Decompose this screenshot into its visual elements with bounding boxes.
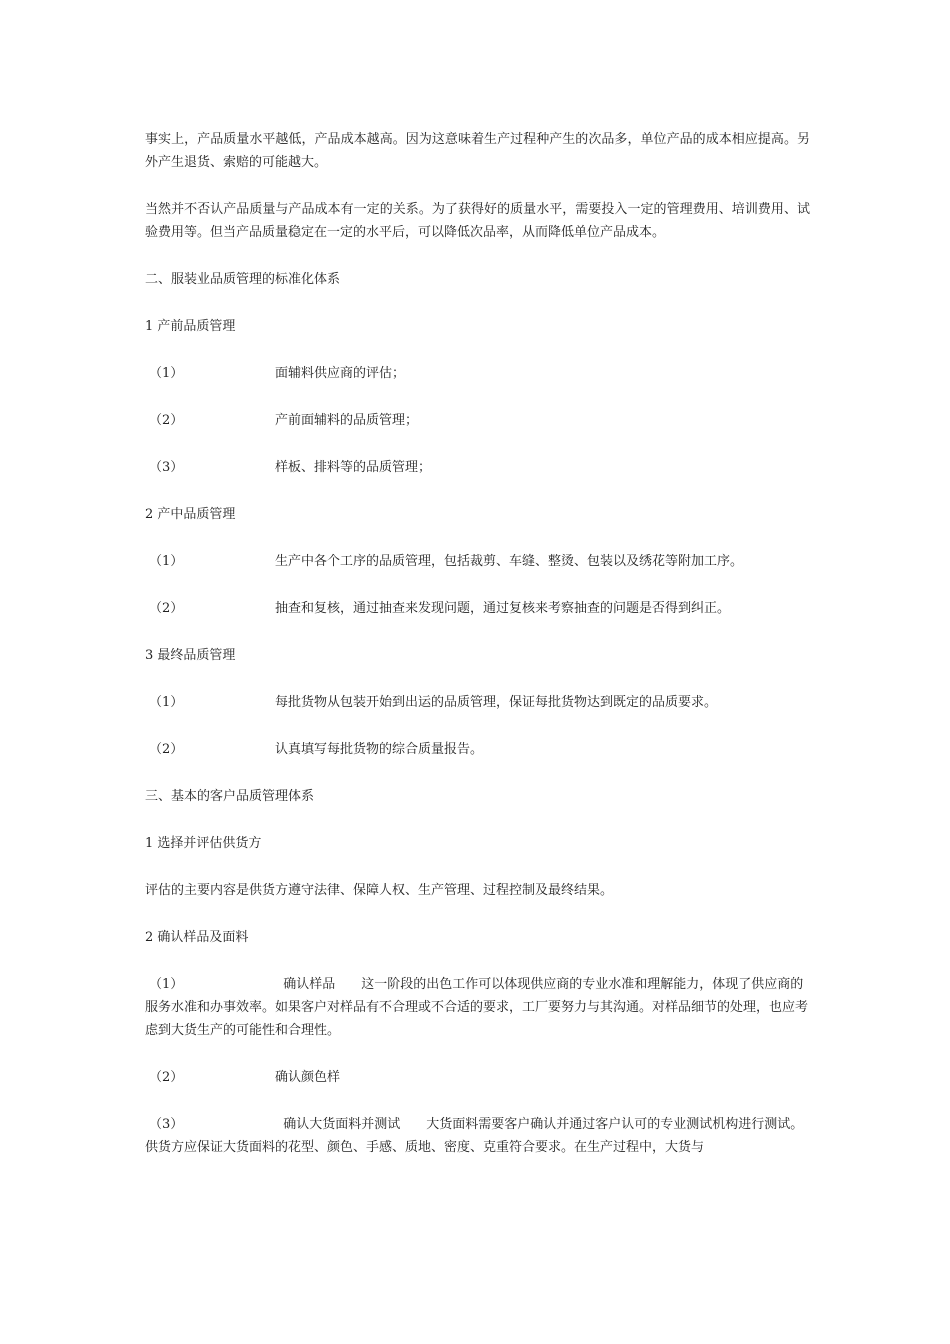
list-item-text: 每批货物从包装开始到出运的品质管理，保证每批货物达到既定的品质要求。	[275, 695, 718, 710]
list-item-number: （1）	[149, 977, 184, 992]
list-item	[145, 1066, 810, 1089]
list-item-text: 这一阶段的出色工作可以体现供应商的专业水准和理解能力，体现了供应商的服务水准和办事效率。如果客户对样品有不合理或不合适的要求，工厂要努力与其沟通。对样品细节的处理，也应考虑到大货生产的可能性和合理性。	[145, 977, 809, 1038]
subsection-heading: 2 产中品质管理	[145, 507, 236, 522]
list-item-text: 面辅料供应商的评估；	[275, 366, 406, 381]
list-item-number: （1）	[149, 695, 184, 710]
list-item	[145, 738, 810, 761]
list-item	[145, 597, 810, 620]
list-item-number: （2）	[149, 413, 184, 428]
paragraph: 事实上，产品质量水平越低，产品成本越高。因为这意味着生产过程种产生的次品多，单位产品的成本相应提高。另外产生退货、索赔的可能越大。	[145, 132, 810, 170]
list-item	[145, 550, 810, 573]
list-item	[145, 409, 810, 432]
subsection-heading: 1 产前品质管理	[145, 319, 236, 334]
list-item-number: （1）	[149, 554, 184, 569]
section-heading: 三、基本的客户品质管理体系	[145, 789, 315, 804]
list-item-text: 认真填写每批货物的综合质量报告。	[275, 742, 484, 757]
paragraph: 评估的主要内容是供货方遵守法律、保障人权、生产管理、过程控制及最终结果。	[145, 883, 614, 898]
list-item-number: （3）	[149, 460, 184, 475]
list-item	[145, 362, 810, 385]
list-item-title: 确认大货面料并测试	[283, 1117, 401, 1132]
list-item-number: （2）	[149, 1070, 184, 1085]
list-item-text: 大货面料需要客户确认并通过客户认可的专业测试机构进行测试。供货方应保证大货面料的花型、颜色、手感、质地、密度、克重符合要求。在生产过程中，大货与	[145, 1117, 804, 1155]
list-item-number: （2）	[149, 742, 184, 757]
subsection-heading: 1 选择并评估供货方	[145, 836, 262, 851]
subsection-heading: 3 最终品质管理	[145, 648, 236, 663]
section-heading: 二、服装业品质管理的标准化体系	[145, 272, 341, 287]
list-item	[145, 691, 810, 714]
list-item-number: （2）	[149, 601, 184, 616]
list-item-text: 抽查和复核，通过抽查来发现问题，通过复核来考察抽查的问题是否得到纠正。	[275, 601, 731, 616]
list-item-text: 产前面辅料的品质管理；	[275, 413, 419, 428]
list-item	[145, 456, 810, 479]
list-item-text: 生产中各个工序的品质管理，包括裁剪、车缝、整烫、包装以及绣花等附加工序。	[275, 554, 744, 569]
paragraph: 当然并不否认产品质量与产品成本有一定的关系。为了获得好的质量水平，需要投入一定的管理费用、培训费用、试验费用等。但当产品质量稳定在一定的水平后，可以降低次品率，从而降低单位产品成本。	[145, 202, 810, 240]
list-item-title: 确认颜色样	[275, 1070, 341, 1085]
document-page	[145, 128, 810, 1183]
list-item	[145, 1113, 810, 1159]
subsection-heading: 2 确认样品及面料	[145, 930, 249, 945]
list-item-number: （1）	[149, 366, 184, 381]
list-item-number: （3）	[149, 1117, 184, 1132]
list-item-text: 样板、排料等的品质管理；	[275, 460, 432, 475]
list-item	[145, 973, 810, 1042]
list-item-title: 确认样品	[283, 977, 336, 992]
